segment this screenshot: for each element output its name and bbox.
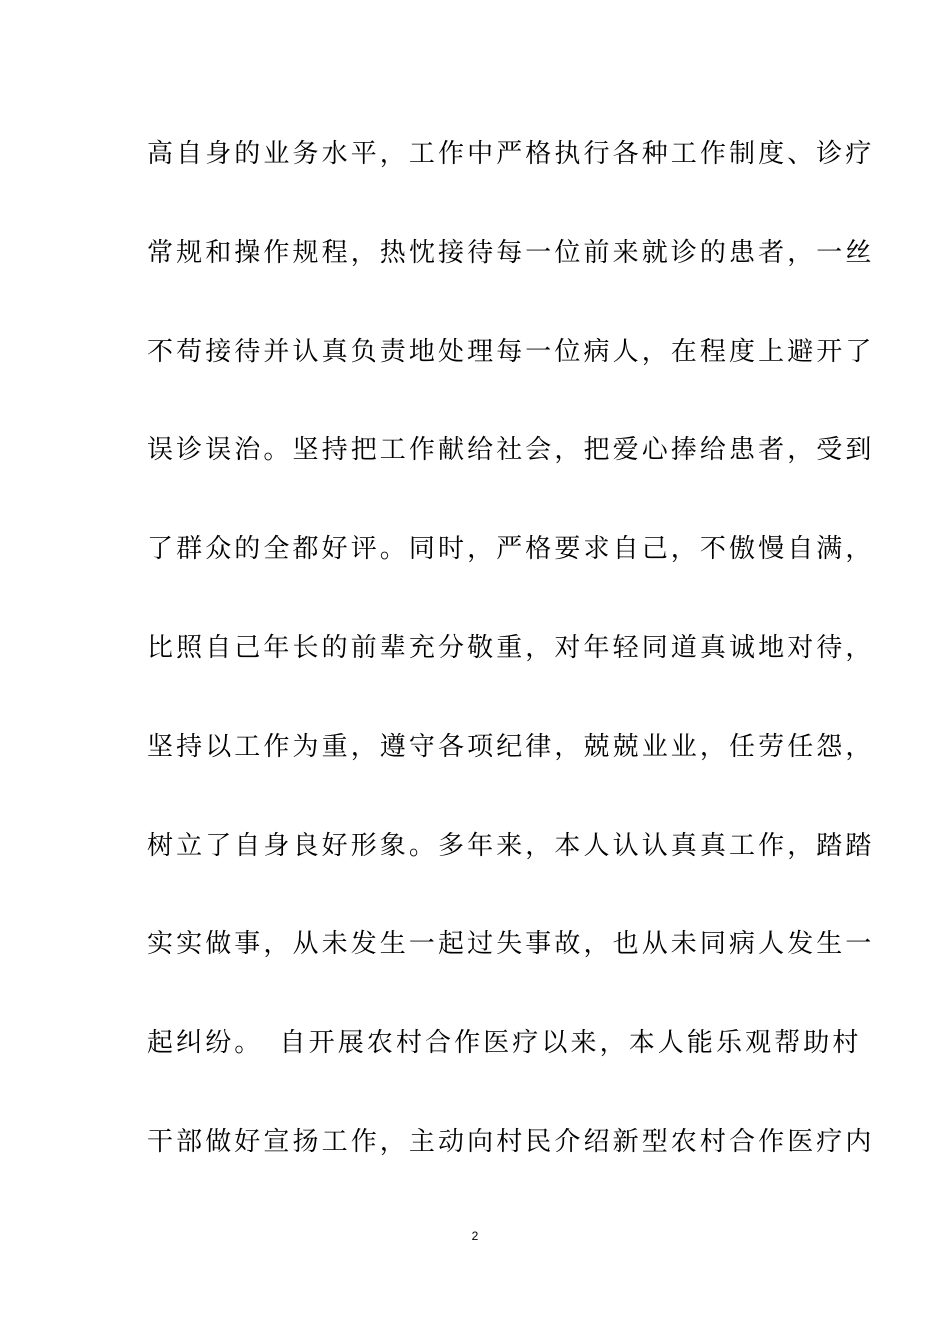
text-line-4: 误诊误治。坚持把工作献给社会，把爱心捧给患者，受到 [147,435,875,466]
text-line-1: 高自身的业务水平，工作中严格执行各种工作制度、诊疗 [147,139,875,169]
text-line-5: 了群众的全都好评。同时，严格要求自己，不傲慢自满， [147,534,875,565]
text-line-2: 常规和操作规程，热忱接待每一位前来就诊的患者，一丝 [147,237,875,268]
text-line-8: 树立了自身良好形象。多年来，本人认认真真工作，踏踏 [147,830,875,861]
page-number: 2 [471,1229,479,1243]
text-line-3: 不苟接待并认真负责地处理每一位病人，在程度上避开了 [147,336,875,367]
text-line-9: 实实做事，从未发生一起过失事故，也从未同病人发生一 [147,929,875,960]
text-line-11: 干部做好宣扬工作，主动向村民介绍新型农村合作医疗内 [147,1126,875,1157]
text-line-7: 坚持以工作为重，遵守各项纪律，兢兢业业，任劳任怨， [147,731,875,762]
text-line-6: 比照自己年长的前辈充分敬重，对年轻同道真诚地对待， [147,632,875,663]
text-line-10: 起纠纷。 自开展农村合作医疗以来，本人能乐观帮助村 [147,1028,862,1059]
body-text [147,124,875,1211]
